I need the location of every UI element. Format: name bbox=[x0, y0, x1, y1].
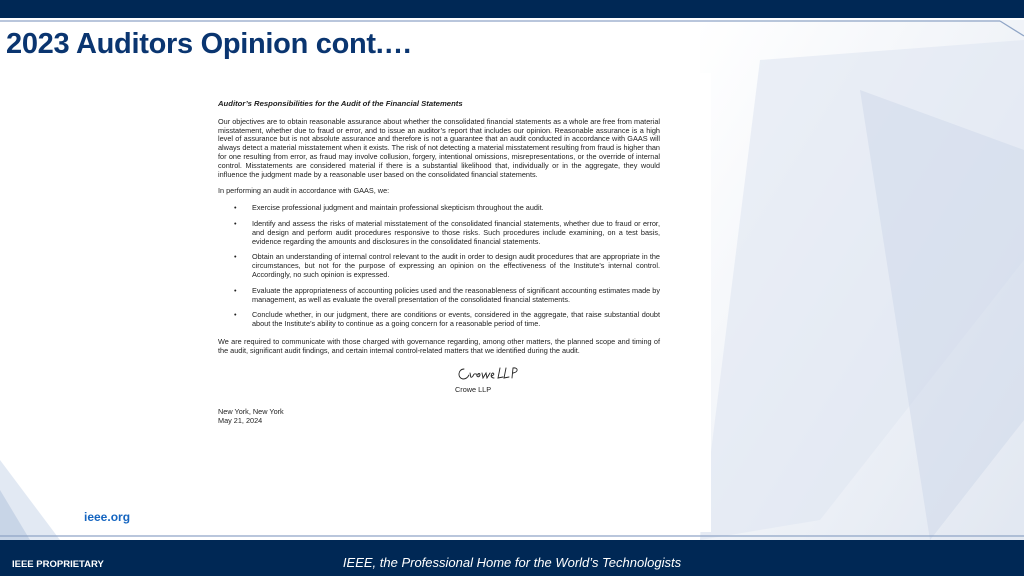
slide-title: 2023 Auditors Opinion cont.… bbox=[6, 28, 413, 60]
bullet-icon: • bbox=[234, 218, 237, 228]
bullet-icon: • bbox=[234, 285, 237, 295]
intro-paragraph: In performing an audit in accordance with GAAS, we: bbox=[218, 186, 390, 196]
list-item: • Conclude whether, in our judgment, there are conditions or events, considered in the aggregate, that raise substantial doubt about the Institute’s ability to continue as a going concern for a reasonable period of time. bbox=[234, 310, 660, 329]
list-item: • Evaluate the appropriateness of accounting policies used and the reasonableness of significant accounting estimates made by management, as well as evaluate the overall presentation of the consolidated financial statements. bbox=[234, 285, 660, 304]
report-date: May 21, 2024 bbox=[218, 416, 263, 426]
objectives-paragraph: Our objectives are to obtain reasonable assurance about whether the consolidated financial statements as a whole are free from material misstatement, whether due to fraud or error, and to issue an auditor’s report that includes our opinion. Reasonable assurance is a high level of assurance but is not absolute assurance and therefore is not a guarantee that an audit conducted in accordance with GAAS will always detect a material misstatement when it exists. The risk of not detecting a material misstatement resulting from fraud is higher than for one resulting from error, as fraud may involve collusion, forgery, intentional omissions, misrepresentations, or the override of internal control. Misstatements are considered material if there is a substantial likelihood that, individually or in the aggregate, they would influence the judgment made by a reasonable user based on the consolidated financial statements. bbox=[218, 116, 660, 179]
signer-name: Crowe LLP bbox=[455, 384, 492, 394]
footer-tagline: IEEE, the Professional Home for the World’s Technologists bbox=[342, 555, 682, 570]
signature-block bbox=[455, 364, 545, 395]
list-item: • Obtain an understanding of internal control relevant to the audit in order to design audit procedures that are appropriate in the circumstances, but not for the purpose of expressing an opinion on the effectiveness of the Institute’s internal control. Accordingly, no such opinion is expressed. bbox=[234, 252, 660, 279]
list-item: • Exercise professional judgment and maintain professional skepticism throughout the audit. bbox=[234, 203, 544, 213]
bullet-icon: • bbox=[234, 203, 237, 213]
list-item: • Identify and assess the risks of material misstatement of the consolidated financial statements, whether due to fraud or error, and design and perform audit procedures responsive to those risks. Such procedures include examining, on a test basis, evidence regarding the amounts and disclosures in the consolidated financial statements. bbox=[234, 218, 660, 246]
procedures-list bbox=[218, 204, 660, 329]
ieee-org-link[interactable]: ieee.org bbox=[84, 510, 131, 524]
bullet-icon: • bbox=[234, 252, 237, 262]
audit-letter-page bbox=[153, 73, 711, 532]
proprietary-label: IEEE PROPRIETARY bbox=[12, 559, 104, 570]
bullet-icon: • bbox=[234, 310, 237, 320]
governance-paragraph: We are required to communicate with those charged with governance regarding, among other matters, the planned scope and timing of the audit, significant audit findings, and certain internal control-related matters that we identified during the audit. bbox=[218, 336, 660, 355]
city-line: New York, New York bbox=[218, 407, 284, 417]
handwritten-signature bbox=[455, 364, 523, 384]
section-heading: Auditor’s Responsibilities for the Audit of the Financial Statements bbox=[218, 99, 463, 108]
